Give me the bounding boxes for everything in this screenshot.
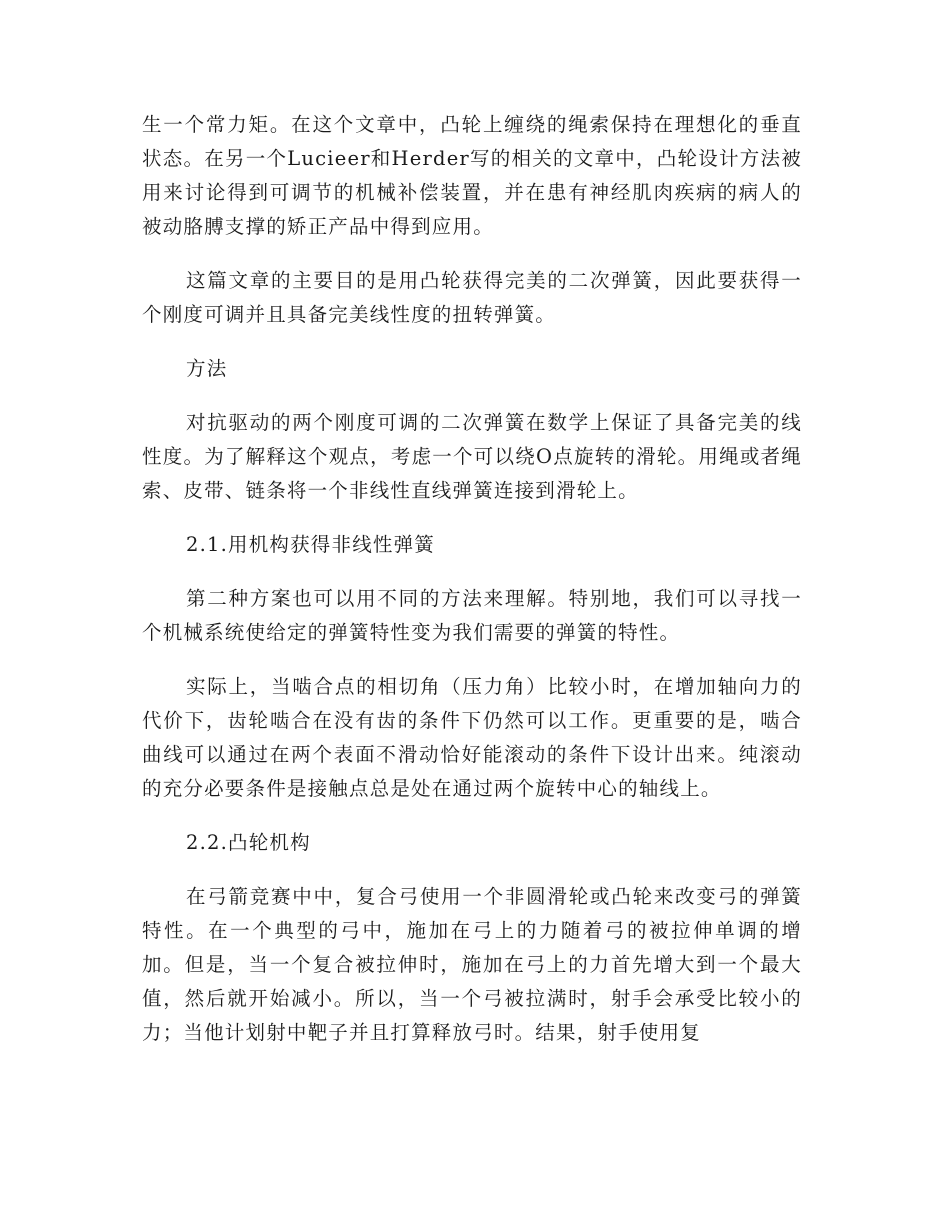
paragraph-methods: 对抗驱动的两个刚度可调的二次弹簧在数学上保证了具备完美的线性度。为了解释这个观点，考虑一个可以绕O点旋转的滑轮。用绳或者绳索、皮带、链条将一个非线性直线弹簧连接到滑轮上。 xyxy=(142,411,802,502)
document-body xyxy=(142,108,802,1050)
paragraph-second-approach: 第二种方案也可以用不同的方法来理解。特别地，我们可以寻找一个机械系统使给定的弹簧特性变为我们需要的弹簧的特性。 xyxy=(142,587,802,644)
paragraph-continuation: 生一个常力矩。在这个文章中，凸轮上缠绕的绳索保持在理想化的垂直状态。在另一个Lucieer和Herder写的相关的文章中，凸轮设计方法被用来讨论得到可调节的机械补偿装置，并在患有神经肌肉疾病的病人的被动胳膊支撑的矫正产品中得到应用。 xyxy=(142,113,802,238)
paragraph-compound-bow: 在弓箭竞赛中中，复合弓使用一个非圆滑轮或凸轮来改变弓的弹簧特性。在一个典型的弓中，施加在弓上的力随着弓的被拉伸单调的增加。但是，当一个复合被拉伸时，施加在弓上的力首先增大到一个最大值，然后就开始减小。所以，当一个弓被拉满时，射手会承受比较小的力；当他计划射中靶子并且打算释放弓时。结果，射手使用复 xyxy=(142,885,802,1044)
paragraph-gear-meshing: 实际上，当啮合点的相切角（压力角）比较小时，在增加轴向力的代价下，齿轮啮合在没有齿的条件下仍然可以工作。更重要的是，啮合曲线可以通过在两个表面不滑动恰好能滚动的条件下设计出来。纯滚动的充分必要条件是接触点总是处在通过两个旋转中心的轴线上。 xyxy=(142,675,802,800)
section-heading-2-1: 2.1.用机构获得非线性弹簧 xyxy=(186,533,436,556)
section-heading-methods: 方法 xyxy=(186,357,228,380)
section-heading-2-2: 2.2.凸轮机构 xyxy=(186,831,311,854)
paragraph-purpose: 这篇文章的主要目的是用凸轮获得完美的二次弹簧，因此要获得一个刚度可调并且具备完美线性度的扭转弹簧。 xyxy=(142,269,802,326)
